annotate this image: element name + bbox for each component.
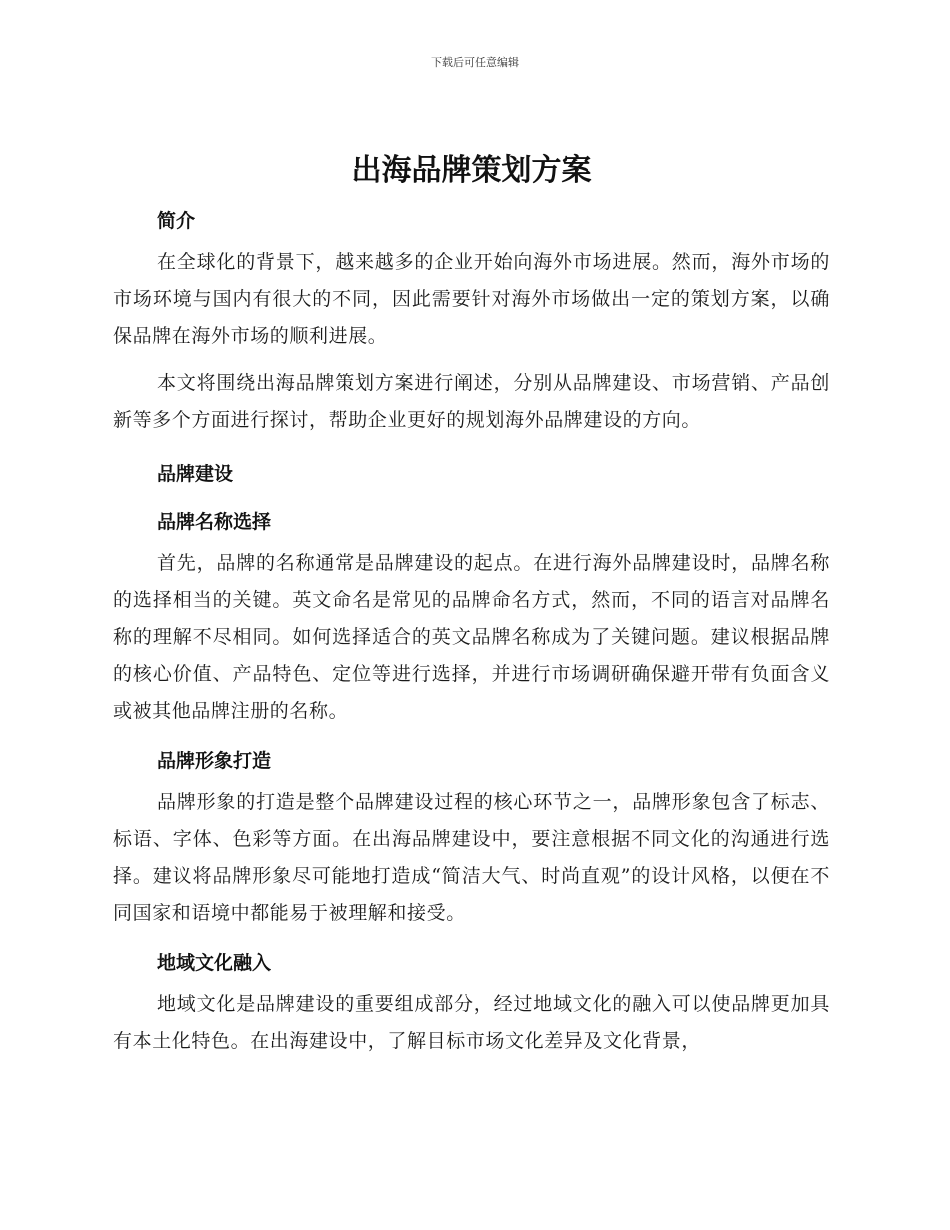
paragraph-brand-name: 首先，品牌的名称通常是品牌建设的起点。在进行海外品牌建设时，品牌名称的选择相当的关键。英文命名是常见的品牌命名方式，然而，不同的语言对品牌名称的理解不尽相同。如何选择适合的英文品牌名称成为了关键问题。建议根据品牌的核心价值、产品特色、定位等进行选择，并进行市场调研确保避开带有负面含义或被其他品牌注册的名称。: [113, 552, 830, 722]
heading-brand-name: 品牌名称选择: [157, 511, 272, 533]
paragraph-regional-culture: 地域文化是品牌建设的重要组成部分，经过地域文化的融入可以使品牌更加具有本土化特色。在出海建设中，了解目标市场文化差异及文化背景，: [113, 993, 830, 1052]
paragraph-intro-1: 在全球化的背景下，越来越多的企业开始向海外市场进展。然而，海外市场的市场环境与国内有很大的不同，因此需要针对海外市场做出一定的策划方案，以确保品牌在海外市场的顺利进展。: [113, 251, 830, 347]
document-body: [113, 148, 830, 1060]
heading-regional-culture: 地域文化融入: [157, 952, 272, 974]
header-note: 下载后可任意编辑: [431, 56, 519, 69]
paragraph-brand-image: 品牌形象的打造是整个品牌建设过程的核心环节之一，品牌形象包含了标志、标语、字体、色彩等方面。在出海品牌建设中，要注意根据不同文化的沟通进行选择。建议将品牌形象尽可能地打造成“简洁大气、时尚直观”的设计风格，以便在不同国家和语境中都能易于被理解和接受。: [113, 791, 830, 924]
heading-brand-image: 品牌形象打造: [157, 750, 272, 772]
heading-brand-building: 品牌建设: [157, 463, 234, 485]
document-title: 出海品牌策划方案: [351, 153, 592, 188]
heading-intro: 简介: [157, 210, 196, 232]
paragraph-intro-2: 本文将围绕出海品牌策划方案进行阐述，分别从品牌建设、市场营销、产品创新等多个方面进行探讨，帮助企业更好的规划海外品牌建设的方向。: [113, 372, 830, 431]
